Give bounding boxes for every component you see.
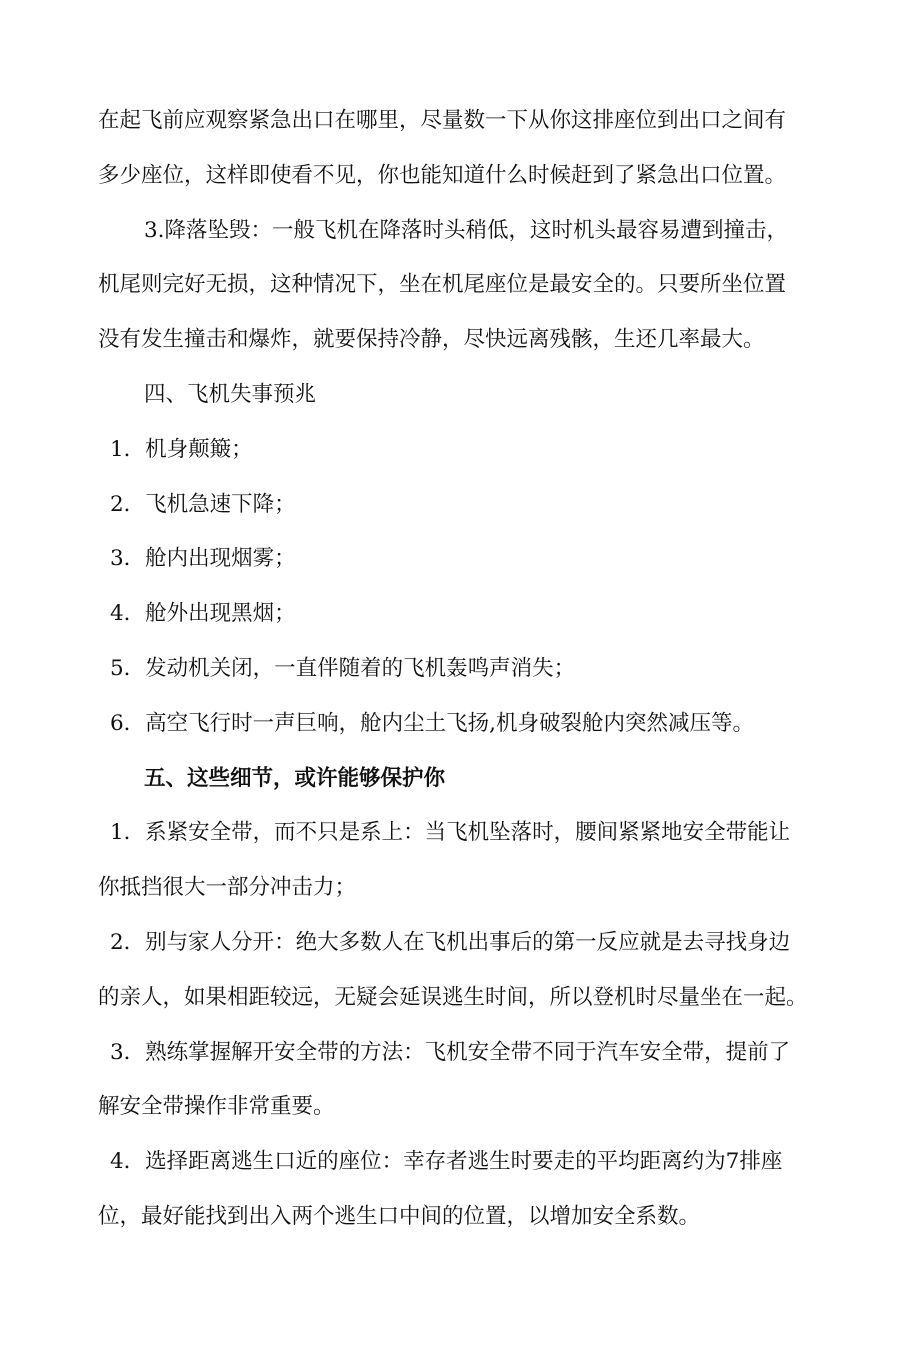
- text-line: 多少座位，这样即使看不见，你也能知道什么时候赶到了紧急出口位置。: [98, 162, 787, 188]
- text-line: 在起飞前应观察紧急出口在哪里，尽量数一下从你这排座位到出口之间有: [98, 108, 787, 133]
- list-item: 2．飞机急速下降；: [110, 491, 296, 517]
- text-line: 的亲人，如果相距较远，无疑会延误逃生时间，所以登机时尽量坐在一起。: [98, 984, 808, 1010]
- list-item: 1．系紧安全带，而不只是系上：当飞机坠落时，腰间紧紧地安全带能让: [110, 820, 791, 846]
- text-line: 没有发生撞击和爆炸，就要保持冷静，尽快远离残骸，生还几率最大。: [98, 327, 765, 353]
- list-item: 4．选择距离逃生口近的座位：幸存者逃生时要走的平均距离约为7排座: [110, 1149, 783, 1175]
- list-item: 1．机身颠簸；: [110, 436, 253, 462]
- text-line: 机尾则完好无损，这种情况下，坐在机尾座位是最安全的。只要所坐位置: [98, 272, 787, 298]
- list-item: 5．发动机关闭，一直伴随着的飞机轰鸣声消失；: [110, 655, 576, 681]
- section-heading: 四、飞机失事预兆: [144, 381, 317, 407]
- list-item: 6．高空飞行时一声巨响，舱内尘土飞扬,机身破裂舱内突然减压等。: [110, 710, 755, 736]
- list-item: 2．别与家人分开：绝大多数人在飞机出事后的第一反应就是去寻找身边: [110, 929, 791, 955]
- text-line: 你抵挡很大一部分冲击力；: [98, 875, 357, 901]
- list-item: 3．舱内出现烟雾；: [110, 546, 296, 572]
- list-item: 3．熟练掌握解开安全带的方法：飞机安全带不同于汽车安全带，提前了: [110, 1039, 791, 1065]
- text-line: 3.降落坠毁：一般飞机在降落时头稍低，这时机头最容易遭到撞击，: [144, 217, 789, 243]
- text-line: 位，最好能找到出入两个逃生口中间的位置，以增加安全系数。: [98, 1203, 701, 1229]
- list-item: 4．舱外出现黑烟；: [110, 601, 296, 627]
- section-heading-bold: 五、这些细节，或许能够保护你: [144, 765, 446, 791]
- text-line: 解安全带操作非常重要。: [98, 1094, 335, 1120]
